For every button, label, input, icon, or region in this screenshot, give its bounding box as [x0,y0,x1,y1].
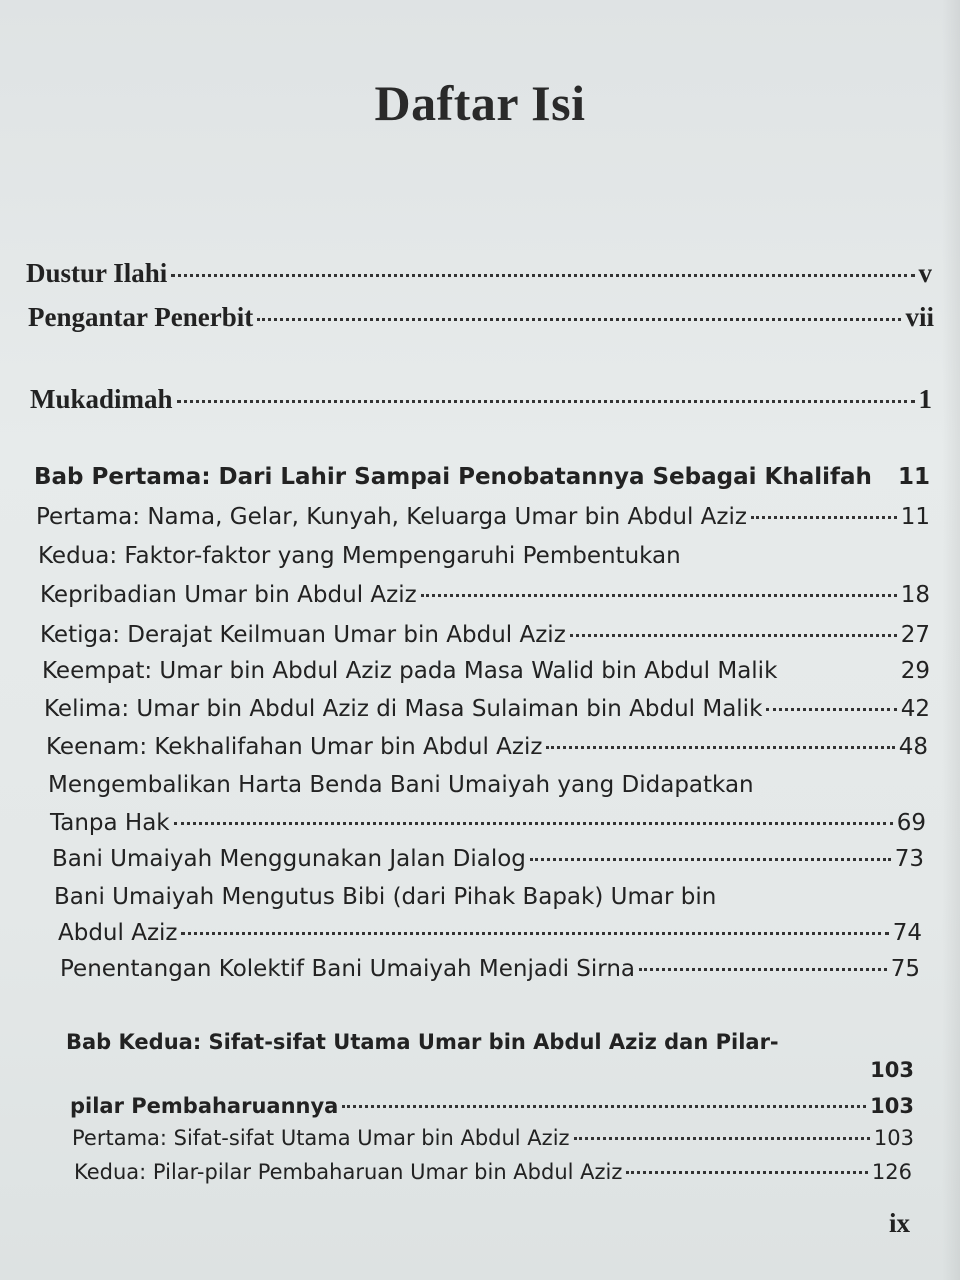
toc-entry-page: 73 [894,846,924,872]
toc-entry-keenam[interactable] [46,734,928,760]
leader-dots [421,594,897,597]
toc-entry-page: 29 [900,658,930,684]
toc-entry-label: Keempat: Umar bin Abdul Aziz pada Masa Walid bin Abdul Malik [42,658,778,684]
toc-chapter-page: 103 [870,1058,914,1082]
toc-entry-ketiga[interactable] [40,622,930,648]
toc-entry-mengutus-bibi-line1: Bani Umaiyah Mengutus Bibi (dari Pihak Bapak) Umar bin [54,884,717,910]
toc-entry-kedua-line1: Kedua: Faktor-faktor yang Mempengaruhi Pembentukan [38,543,681,569]
toc-entry-jalan-dialog[interactable] [52,846,924,872]
toc-entry-dustur-ilahi[interactable] [26,258,932,289]
toc-entry-page: 75 [890,956,920,982]
toc-entry-pilar-pembaharuan[interactable] [74,1160,912,1184]
toc-chapter-2-heading-row[interactable] [66,1058,914,1082]
toc-entry-kedua[interactable] [40,582,930,608]
toc-entry-label: Mukadimah [30,384,173,414]
toc-entry-page: 18 [900,582,930,608]
toc-chapter-page: 103 [870,1094,914,1118]
leader-dots [639,968,887,971]
leader-dots [766,708,896,711]
leader-dots [181,932,888,935]
toc-entry-label: Keenam: Kekhalifahan Umar bin Abdul Aziz [46,734,543,760]
page-edge-shadow [942,0,960,1280]
toc-entry-penentangan-kolektif[interactable] [60,956,920,982]
toc-chapter-label: pilar Pembaharuannya [70,1094,339,1118]
toc-entry-mukadimah[interactable] [30,384,932,415]
leader-dots [171,274,914,277]
toc-entry-label: Pertama: Sifat-sifat Utama Umar bin Abdul Aziz [72,1126,570,1150]
toc-entry-page: vii [905,302,934,332]
page-title: Daftar Isi [374,75,586,131]
toc-entry-pengantar-penerbit[interactable] [28,302,934,333]
toc-entry-label: Penentangan Kolektif Bani Umaiyah Menjadi Sirna [60,956,635,982]
toc-entry-label: Bani Umaiyah Menggunakan Jalan Dialog [52,846,526,872]
toc-entry-label: Dustur Ilahi [26,258,168,288]
toc-entry-mengembalikan[interactable] [50,810,926,836]
toc-entry-page: 74 [892,920,922,946]
toc-entry-label: Ketiga: Derajat Keilmuan Umar bin Abdul Aziz [40,622,566,648]
leader-dots [342,1105,866,1108]
leader-dots [174,822,893,825]
toc-entry-kelima[interactable] [44,696,930,722]
toc-entry-mengembalikan-line1: Mengembalikan Harta Benda Bani Umaiyah yang Didapatkan [48,772,754,798]
toc-chapter-2-heading[interactable] [70,1094,914,1118]
leader-dots [570,634,897,637]
toc-entry-label: Pengantar Penerbit [28,302,254,332]
toc-entry-keempat[interactable] [42,658,930,684]
leader-dots [530,858,891,861]
toc-entry-page: 1 [918,384,932,414]
toc-entry-page: v [918,258,932,288]
page-number: ix [888,1208,910,1238]
toc-entry-pertama[interactable] [36,504,930,530]
toc-entry-label: Kedua: Pilar-pilar Pembaharuan Umar bin Abdul Aziz [74,1160,623,1184]
toc-chapter-page: 11 [897,464,930,490]
leader-dots [751,516,897,519]
leader-dots [257,318,901,321]
toc-entry-page: 42 [900,696,930,722]
toc-entry-page: 27 [900,622,930,648]
toc-entry-page: 48 [898,734,928,760]
toc-chapter-1-heading[interactable] [34,464,930,490]
toc-entry-sifat-utama[interactable] [72,1126,914,1150]
toc-entry-label: Kelima: Umar bin Abdul Aziz di Masa Sulaiman bin Abdul Malik [44,696,763,722]
toc-entry-mengutus-bibi[interactable] [58,920,922,946]
toc-entry-page: 103 [873,1126,914,1150]
toc-entry-label: Abdul Aziz [58,920,178,946]
leader-dots [574,1137,870,1140]
toc-chapter-2-heading-line1: Bab Kedua: Sifat-sifat Utama Umar bin Abdul Aziz dan Pilar- [66,1030,779,1054]
leader-dots [546,746,894,749]
leader-dots [177,400,915,403]
toc-entry-page: 126 [871,1160,912,1184]
toc-chapter-label: Bab Pertama: Dari Lahir Sampai Penobatannya Sebagai Khalifah [34,464,872,490]
leader-dots [626,1171,868,1174]
toc-entry-label: Pertama: Nama, Gelar, Kunyah, Keluarga Umar bin Abdul Aziz [36,504,747,530]
toc-entry-page: 11 [900,504,930,530]
toc-entry-label: Tanpa Hak [50,810,170,836]
toc-entry-page: 69 [896,810,926,836]
toc-entry-label: Kepribadian Umar bin Abdul Aziz [40,582,417,608]
